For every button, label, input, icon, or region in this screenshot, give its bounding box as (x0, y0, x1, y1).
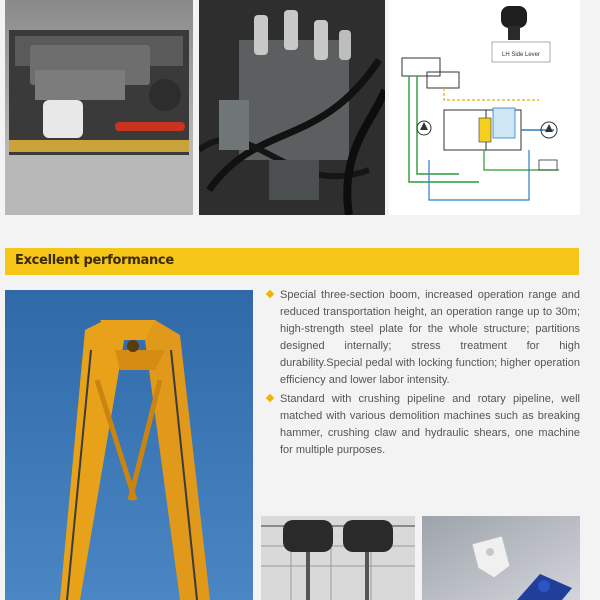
hydraulic-schematic-diagram (389, 0, 580, 215)
section-header-bar (5, 248, 579, 275)
diamond-bullet-icon (266, 394, 274, 402)
feature-item-boom (266, 287, 580, 389)
feature-item-pipeline (266, 391, 580, 459)
diamond-bullet-icon (266, 290, 274, 298)
hydraulic-valve-photo (199, 0, 385, 215)
section-title: Excellent performance (15, 253, 174, 268)
feature-text: Standard with crushing pipeline and rotary pipeline, well matched with various demolition machines such as breaking hammer, crushing claw and hydraulic shears, one machine for multiple purposes. (280, 393, 580, 456)
cab-pedal-photo (261, 516, 415, 600)
engine-compartment-photo (5, 0, 193, 215)
attachment-part-photo (422, 516, 580, 600)
demolition-boom-photo (5, 290, 253, 600)
diagram-caption: LH Side Lever (501, 52, 541, 58)
feature-text: Special three-section boom, increased operation range and reduced transportation height, an operation range up to 30m; high-strength steel plate for the whole structure; partitions designed internally; stress treatment for high durability.Special pedal with locking function; higher operation efficiency and lower labor intensity. (280, 289, 580, 386)
feature-list (266, 287, 580, 461)
